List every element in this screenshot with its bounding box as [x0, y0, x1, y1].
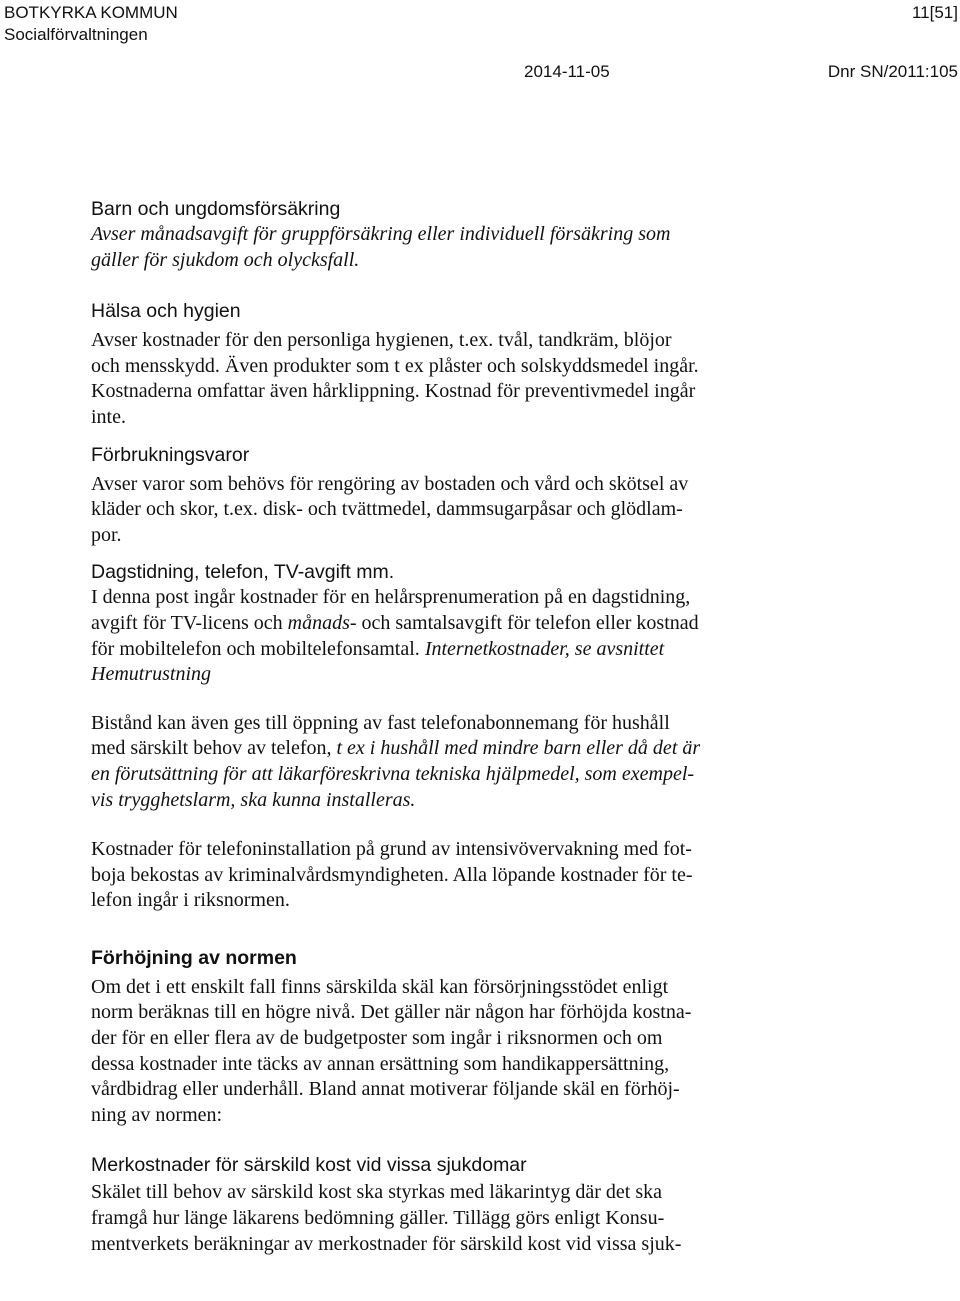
text-run-italic: månads- — [287, 611, 357, 634]
section-telefoninstallation — [91, 837, 811, 914]
section-heading: Förhöjning av normen — [91, 946, 297, 969]
text-line: mentverkets beräkningar av merkostnader för särskild kost vid vissa sjuk- — [91, 1232, 682, 1255]
text-line: Avser varor som behövs för rengöring av bostaden och vård och skötsel av — [91, 472, 689, 495]
text-line: lefon ingår i riksnormen. — [91, 889, 290, 912]
text-line — [91, 736, 811, 762]
text-line — [91, 611, 811, 637]
section-dagstidning — [91, 559, 811, 687]
text-line: Avser kostnader för den personliga hygienen, t.ex. tvål, tandkräm, blöjor — [91, 329, 672, 352]
text-run: och samtalsavgift för telefon eller kostnad — [356, 611, 699, 634]
text-line: vis trygghetslarm, ska kunna installeras. — [91, 788, 416, 811]
section-halsa — [91, 298, 811, 430]
section-heading: Hälsa och hygien — [91, 300, 241, 323]
section-forbrukningsvaror — [91, 442, 811, 549]
header-department: Socialförvaltningen — [4, 25, 148, 44]
section-heading: Förbrukningsvaror — [91, 443, 250, 466]
text-line: I denna post ingår kostnader för en helårsprenumeration på en dagstidning, — [91, 586, 691, 609]
text-line: boja bekostas av kriminalvårdsmyndigheten. Alla löpande kostnader för te- — [91, 863, 693, 886]
header-date: 2014-11-05 — [524, 62, 610, 81]
page-number: 11[51] — [911, 3, 958, 22]
text-line: vårdbidrag eller underhåll. Bland annat motiverar följande skäl en förhöj- — [91, 1078, 680, 1101]
text-run: med särskilt behov av telefon, — [91, 737, 337, 760]
text-line: en förutsättning för att läkarföreskrivna tekniska hjälpmedel, som exempel- — [91, 762, 695, 785]
text-line: och mensskydd. Även produkter som t ex plåster och solskyddsmedel ingår. — [91, 354, 699, 377]
text-line: framgå hur länge läkarens bedömning gäller. Tillägg görs enligt Konsu- — [91, 1207, 665, 1230]
section-heading: Barn och ungdomsförsäkring — [91, 198, 341, 220]
text-line: gäller för sjukdom och olycksfall. — [91, 248, 360, 271]
text-line: kläder och skor, t.ex. disk- och tvättmedel, dammsugarpåsar och glödlam- — [91, 498, 683, 521]
text-line: dessa kostnader inte täcks av annan ersättning som handikappersättning, — [91, 1052, 670, 1075]
document-body — [91, 196, 811, 1257]
section-heading: Merkostnader för särskild kost vid vissa sjukdomar — [91, 1154, 527, 1177]
text-line: inte. — [91, 405, 126, 428]
text-line: Avser månadsavgift för gruppförsäkring eller individuell försäkring som — [91, 223, 671, 245]
text-line: der för en eller flera av de budgetposter som ingår i riksnormen och om — [91, 1027, 663, 1050]
text-line: Hemutrustning — [91, 663, 211, 686]
text-line: Bistånd kan även ges till öppning av fast telefonabonnemang för hushåll — [91, 711, 670, 734]
section-forhojning — [91, 945, 811, 1129]
section-barn — [91, 196, 811, 273]
text-line: Kostnaderna omfattar även hårklippning. Kostnad för preventivmedel ingår — [91, 380, 696, 403]
text-line: por. — [91, 523, 122, 546]
section-merkostnader — [91, 1152, 811, 1257]
header-org: BOTKYRKA KOMMUN — [4, 3, 178, 22]
text-line — [91, 637, 811, 663]
header-dnr: Dnr SN/2011:105 — [827, 62, 958, 81]
text-run-italic: t ex i hushåll med mindre barn eller då det är — [336, 737, 701, 760]
section-bistand — [91, 711, 811, 813]
text-line: Kostnader för telefoninstallation på grund av intensivövervakning med fot- — [91, 838, 692, 861]
text-line: Skälet till behov av särskild kost ska styrkas med läkarintyg där det ska — [91, 1181, 662, 1204]
text-run: avgift för TV-licens och — [91, 611, 288, 634]
text-line: ning av normen: — [91, 1103, 223, 1126]
section-heading: Dagstidning, telefon, TV-avgift mm. — [91, 561, 395, 584]
text-line: Om det i ett enskilt fall finns särskilda skäl kan försörjningsstödet enligt — [91, 975, 669, 998]
text-run: för mobiltelefon och mobiltelefonsamtal. — [91, 637, 425, 660]
text-line: norm beräknas till en högre nivå. Det gäller när någon har förhöjda kostna- — [91, 1001, 692, 1024]
text-run-italic: Internetkostnader, se avsnittet — [424, 637, 665, 660]
